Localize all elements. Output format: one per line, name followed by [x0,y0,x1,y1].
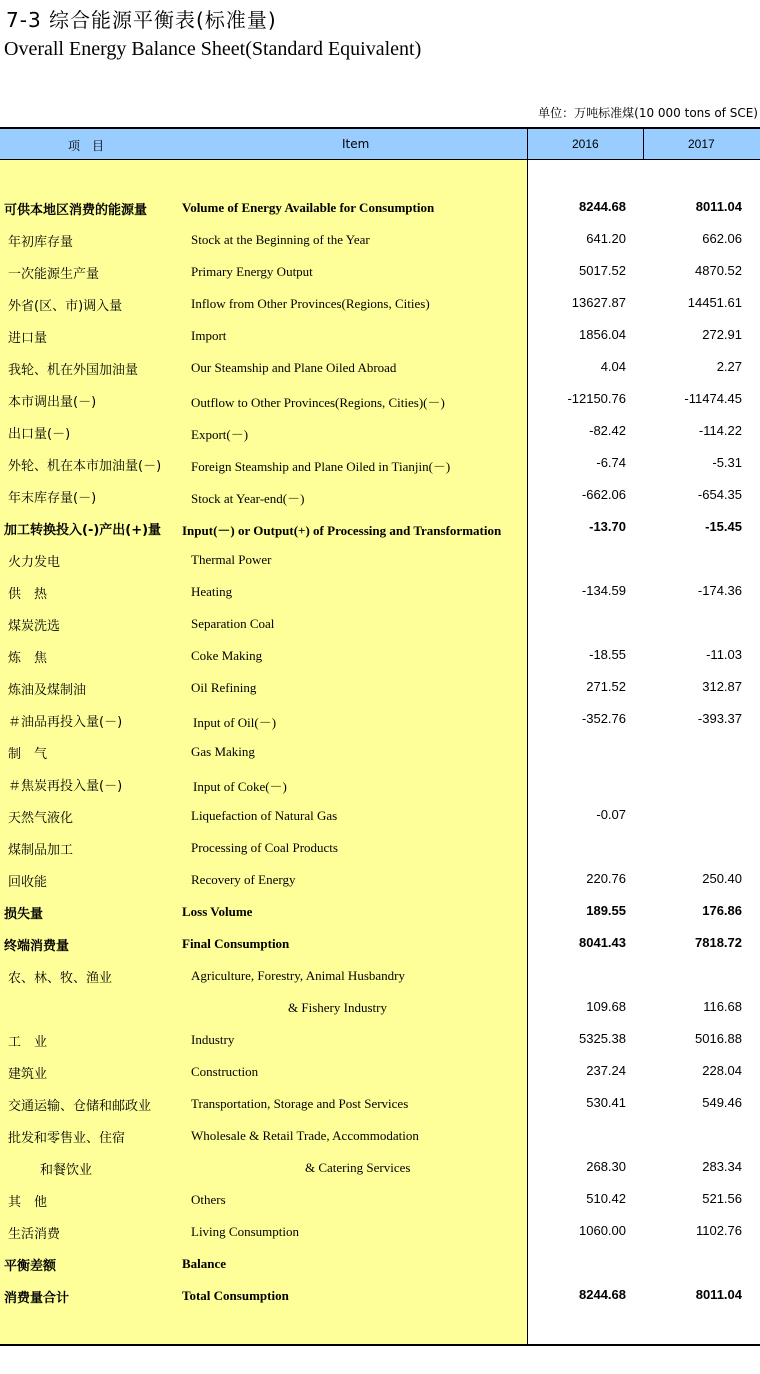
row-item-cn: 其 他 [8,1195,48,1210]
table-row [0,191,760,223]
row-item-en: Liquefaction of Natural Gas [191,808,338,823]
table-row [0,223,760,255]
row-item-en: Loss Volume [182,904,253,919]
table-row [0,351,760,383]
table-row [0,863,760,895]
row-item-en: Transportation, Storage and Post Services [191,1096,409,1111]
table-row [0,1215,760,1247]
row-value-2016: 8244.68 [579,199,626,214]
row-value-2017: 5016.88 [695,1031,742,1046]
row-item-cn: 工 业 [8,1035,48,1050]
row-item-en: Our Steamship and Plane Oiled Abroad [191,360,397,375]
table-row [0,287,760,319]
table-row [0,1151,760,1183]
row-item-en: & Fishery Industry [288,1000,387,1015]
row-value-2016: 510.42 [586,1191,626,1206]
row-item-cn: ＃焦炭再投入量(－) [8,779,123,794]
table-row [0,671,760,703]
row-value-2016: 1060.00 [579,1223,626,1238]
table-row [0,895,760,927]
row-item-en: Oil Refining [191,680,257,695]
row-item-en: Wholesale & Retail Trade, Accommodation [191,1128,419,1143]
row-value-2016: 8244.68 [579,1287,626,1302]
table-row [0,511,760,543]
row-value-2017: 312.87 [702,679,742,694]
row-value-2017: 521.56 [702,1191,742,1206]
row-value-2017: 8011.04 [695,1287,742,1302]
row-value-2016: -12150.76 [567,391,626,406]
table-row [0,543,760,575]
row-item-cn: 炼油及煤制油 [8,683,87,698]
row-value-2017: 8011.04 [695,199,742,214]
row-item-cn: 平衡差额 [4,1259,57,1274]
row-item-en: Gas Making [191,744,255,759]
row-item-en: Input of Oil(－) [193,715,277,730]
row-value-2017: -393.37 [697,711,742,726]
row-item-cn: 出口量(－) [8,427,71,442]
row-value-2017: 4870.52 [695,263,742,278]
table-row [0,255,760,287]
row-item-en: Balance [182,1256,227,1271]
page-title-en: Overall Energy Balance Sheet(Standard Equivalent) [4,38,422,60]
row-item-en: Import [191,328,227,343]
row-value-2017: 2.27 [716,359,742,374]
row-value-2016: 268.30 [586,1159,626,1174]
row-value-2017: -114.22 [698,423,742,438]
row-value-2017: -174.36 [697,583,742,598]
row-item-cn: 消费量合计 [4,1291,70,1306]
row-item-en: Separation Coal [191,616,275,631]
row-value-2016: -0.07 [596,807,626,822]
row-value-2017: 176.86 [702,903,742,918]
row-value-2016: 8041.43 [579,935,626,950]
row-item-cn: 进口量 [8,331,48,346]
row-item-cn: 年末库存量(－) [8,491,97,506]
row-item-en: Stock at Year-end(－) [191,491,305,506]
row-item-cn: 外轮、机在本市加油量(－) [8,459,162,474]
table-row [0,575,760,607]
row-item-cn: 我轮、机在外国加油量 [8,363,139,378]
row-item-en: Construction [191,1064,259,1079]
table-row [0,1119,760,1151]
row-item-en: Export(－) [191,427,249,442]
row-value-2017: 283.34 [702,1159,742,1174]
row-value-2016: 4.04 [600,359,626,374]
row-item-cn: 和餐饮业 [40,1163,93,1178]
row-value-2017: 272.91 [702,327,742,342]
row-item-en: Inflow from Other Provinces(Regions, Cities) [191,296,430,311]
row-item-en: Living Consumption [191,1224,299,1239]
header-divider [643,129,644,159]
table-row [0,1055,760,1087]
row-value-2017: -5.31 [712,455,742,470]
table-row [0,927,760,959]
table-row [0,383,760,415]
table-row [0,415,760,447]
row-item-cn: 批发和零售业、住宿 [8,1131,126,1146]
row-value-2017: -11.03 [706,647,742,662]
row-value-2017: 662.06 [702,231,742,246]
table-row [0,703,760,735]
row-value-2017: 14451.61 [687,295,742,310]
table-header [0,129,760,160]
row-item-cn: 回收能 [8,875,48,890]
row-item-en: Volume of Energy Available for Consumption [182,200,435,215]
row-item-cn: 年初库存量 [8,235,74,250]
row-value-2016: 5017.52 [579,263,626,278]
header-item-cn: 项 目 [68,139,105,153]
row-value-2017: 1102.76 [695,1223,742,1238]
table-row [0,735,760,767]
row-value-2016: 271.52 [586,679,626,694]
row-item-en: Stock at the Beginning of the Year [191,232,370,247]
table-row [0,1247,760,1279]
row-item-en: Recovery of Energy [191,872,296,887]
row-value-2016: 220.76 [586,871,626,886]
row-item-cn: 本市调出量(－) [8,395,97,410]
row-value-2016: 189.55 [586,903,626,918]
row-value-2016: -82.42 [589,423,626,438]
row-value-2016: 5325.38 [579,1031,626,1046]
row-value-2016: -662.06 [581,487,626,502]
row-item-cn: 可供本地区消费的能源量 [4,203,148,218]
row-item-cn: 炼 焦 [8,651,48,666]
row-item-en: Others [191,1192,226,1207]
row-item-cn: 煤制品加工 [8,843,74,858]
header-year-2017: 2017 [688,137,715,151]
table-row [0,447,760,479]
row-item-en: Industry [191,1032,235,1047]
table-row [0,319,760,351]
table-row [0,799,760,831]
row-item-en: Processing of Coal Products [191,840,338,855]
row-value-2016: 530.41 [586,1095,626,1110]
row-value-2017: -15.45 [705,519,742,534]
row-item-en: Input of Coke(－) [193,779,287,794]
row-item-cn: 加工转换投入(-)产出(+)量 [4,523,162,538]
table-row [0,639,760,671]
table-row [0,959,760,991]
row-item-en: Total Consumption [182,1288,289,1303]
row-value-2017: -654.35 [697,487,742,502]
header-item-en: Item [342,137,370,151]
row-value-2016: 13627.87 [571,295,626,310]
row-value-2016: -18.55 [589,647,626,662]
row-item-en: Input(－) or Output(+) of Processing and Transformation [182,523,502,538]
page-title-cn: 7-3 综合能源平衡表(标准量) [6,8,277,32]
table-row [0,831,760,863]
row-value-2017: 228.04 [702,1063,742,1078]
row-item-en: Heating [191,584,233,599]
row-item-cn: 损失量 [4,907,44,922]
row-item-cn: 煤炭洗选 [8,619,61,634]
table-row [0,1279,760,1311]
table-row [0,1087,760,1119]
table-row [0,991,760,1023]
row-item-cn: 制 气 [8,747,48,762]
row-value-2016: 237.24 [586,1063,626,1078]
row-item-en: Agriculture, Forestry, Animal Husbandry [191,968,405,983]
row-item-en: Foreign Steamship and Plane Oiled in Tianjin(－) [191,459,451,474]
row-value-2017: 116.68 [703,999,742,1014]
row-item-en: Outflow to Other Provinces(Regions, Cities)(－) [191,395,445,410]
row-item-en: Coke Making [191,648,263,663]
row-item-cn: 天然气液化 [8,811,74,826]
table-row [0,479,760,511]
unit-label: 单位：万吨标准煤(10 000 tons of SCE) [538,106,758,120]
row-item-cn: 火力发电 [8,555,61,570]
row-value-2016: -6.74 [596,455,626,470]
row-value-2017: 549.46 [702,1095,742,1110]
row-value-2016: -13.70 [589,519,626,534]
row-value-2017: 7818.72 [695,935,742,950]
row-value-2016: 641.20 [586,231,626,246]
row-item-cn: 一次能源生产量 [8,267,100,282]
balance-table [0,127,760,1346]
row-value-2016: -352.76 [581,711,626,726]
row-value-2016: 109.68 [586,999,626,1014]
row-item-cn: 外省(区、市)调入量 [8,299,123,314]
table-row [0,767,760,799]
row-item-cn: 农、林、牧、渔业 [8,971,113,986]
row-item-cn: ＃油品再投入量(－) [8,715,123,730]
row-value-2017: 250.40 [702,871,742,886]
row-value-2016: -134.59 [581,583,626,598]
row-value-2017: -11474.45 [684,391,742,406]
table-row [0,607,760,639]
row-item-en: Primary Energy Output [191,264,313,279]
table-row [0,1023,760,1055]
row-item-cn: 生活消费 [8,1227,61,1242]
table-row [0,1183,760,1215]
row-item-cn: 建筑业 [8,1067,48,1082]
row-item-en: & Catering Services [305,1160,411,1175]
header-year-2016: 2016 [572,137,599,151]
row-item-en: Final Consumption [182,936,290,951]
row-item-cn: 终端消费量 [4,939,70,954]
row-item-cn: 交通运输、仓储和邮政业 [8,1099,152,1114]
row-value-2016: 1856.04 [579,327,626,342]
row-item-en: Thermal Power [191,552,272,567]
row-item-cn: 供 热 [8,587,48,602]
